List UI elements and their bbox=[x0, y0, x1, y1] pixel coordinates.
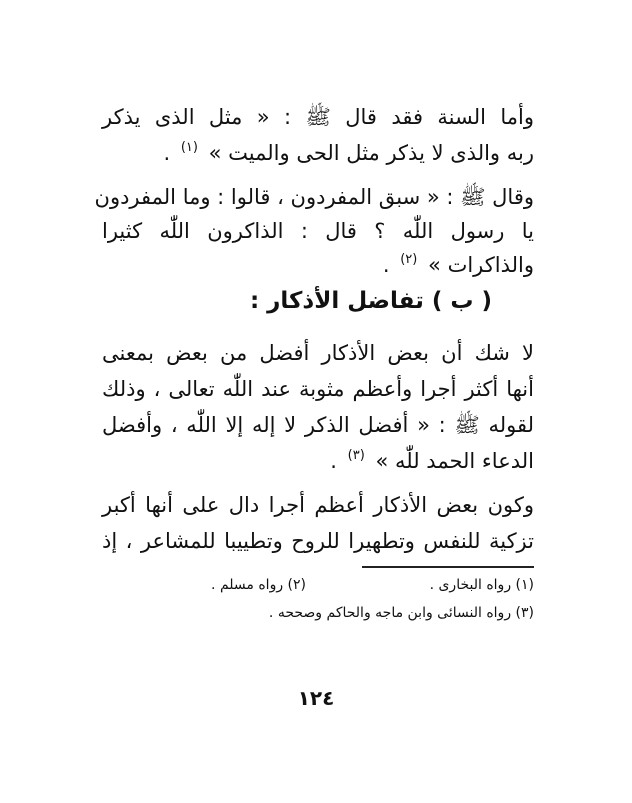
text-line: يا رسول اللّٰه ؟ قال : الذاكرون اللّٰه كثيرا bbox=[102, 219, 534, 243]
text-line: وقال ﷺ : « سبق المفردون ، قالوا : وما المفردون bbox=[94, 185, 534, 209]
section-heading: ( ب ) تفاضل الأذكار : bbox=[249, 288, 492, 314]
text-line bbox=[102, 248, 534, 286]
text-line: أنها أكثر أجرا وأعظم مثوبة عند اللّٰه تعالى ، وذلك bbox=[102, 377, 534, 401]
text-line: وكون بعض الأذكار أعظم أجرا دال على أنها أكبر bbox=[102, 493, 534, 517]
text-line bbox=[102, 136, 534, 174]
line-end: . bbox=[330, 449, 337, 473]
footnote-ref: (٢) bbox=[400, 252, 418, 267]
footnote-divider bbox=[362, 566, 534, 568]
line-end: . bbox=[163, 141, 171, 165]
footnote-1: (١) رواه البخارى . bbox=[429, 577, 534, 593]
text-line: وأما السنة فقد قال ﷺ : « مثل الذى يذكر bbox=[102, 105, 534, 129]
text-line: تزكية للنفس وتطهيرا للروح وتطييبا للمشاعر ، إذ bbox=[102, 529, 534, 553]
line-text: والذاكرات » bbox=[428, 253, 534, 277]
text-line bbox=[102, 444, 534, 482]
footnote-ref: (١) bbox=[180, 140, 198, 155]
text-line: لا شك أن بعض الأذكار أفضل من بعض بمعنى bbox=[102, 341, 534, 365]
footnote-ref: (٣) bbox=[347, 448, 365, 463]
line-end: . bbox=[382, 253, 390, 277]
footnote-2: (٢) رواه مسلم . bbox=[211, 577, 306, 593]
line-text: الدعاء الحمد للّٰه » bbox=[375, 449, 534, 473]
footnote-3: (٣) رواه النسائى وابن ماجه والحاكم وصححه . bbox=[268, 605, 534, 621]
text-line: لقوله ﷺ : « أفضل الذكر لا إله إلا اللّٰه ، وأفضل bbox=[102, 413, 534, 437]
line-text: ربه والذى لا يذكر مثل الحى والميت » bbox=[208, 141, 534, 165]
page-number: ١٢٤ bbox=[297, 686, 335, 710]
